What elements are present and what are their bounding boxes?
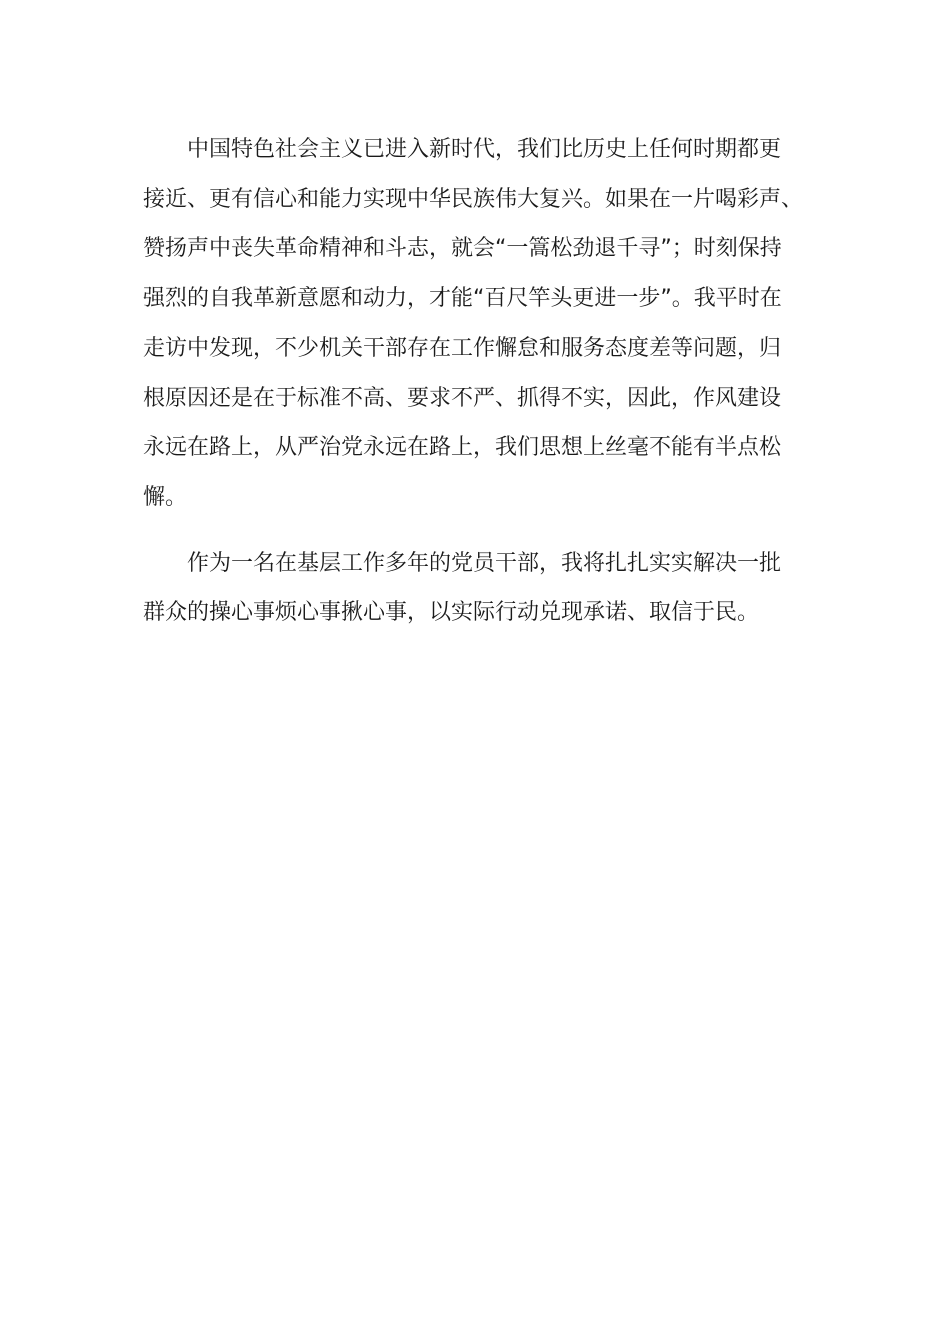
paragraph-1-line-7: 永远在路上，从严治党永远在路上，我们思想上丝毫不能有半点松 [143,435,782,461]
paragraph-1-line-2: 接近、更有信心和能力实现中华民族伟大复兴。如果在一片喝彩声、 [143,186,804,212]
paragraph-1-line-4: 强烈的自我革新意愿和动力，才能“百尺竿头更进一步”。我平时在 [143,286,782,312]
paragraph-1 [143,125,808,523]
paragraph-2-line-2: 群众的操心事烦心事揪心事，以实际行动兑现承诺、取信于民。 [143,600,760,626]
paragraph-1-line-1: 中国特色社会主义已进入新时代，我们比历史上任何时期都更 [143,137,782,162]
paragraph-1-line-8: 懈。 [143,484,188,510]
paragraph-1-line-5: 走访中发现，不少机关干部存在工作懈怠和服务态度差等问题，归 [143,335,782,361]
paragraph-2-line-1: 作为一名在基层工作多年的党员干部，我将扎扎实实解决一批 [143,550,782,576]
paragraph-1-line-3: 赞扬声中丧失革命精神和斗志，就会“一篙松劲退千寻”；时刻保持 [143,236,782,262]
document-body [143,125,808,638]
paragraph-1-line-6: 根原因还是在于标准不高、要求不严、抓得不实，因此，作风建设 [143,385,782,411]
paragraph-2 [143,539,808,638]
